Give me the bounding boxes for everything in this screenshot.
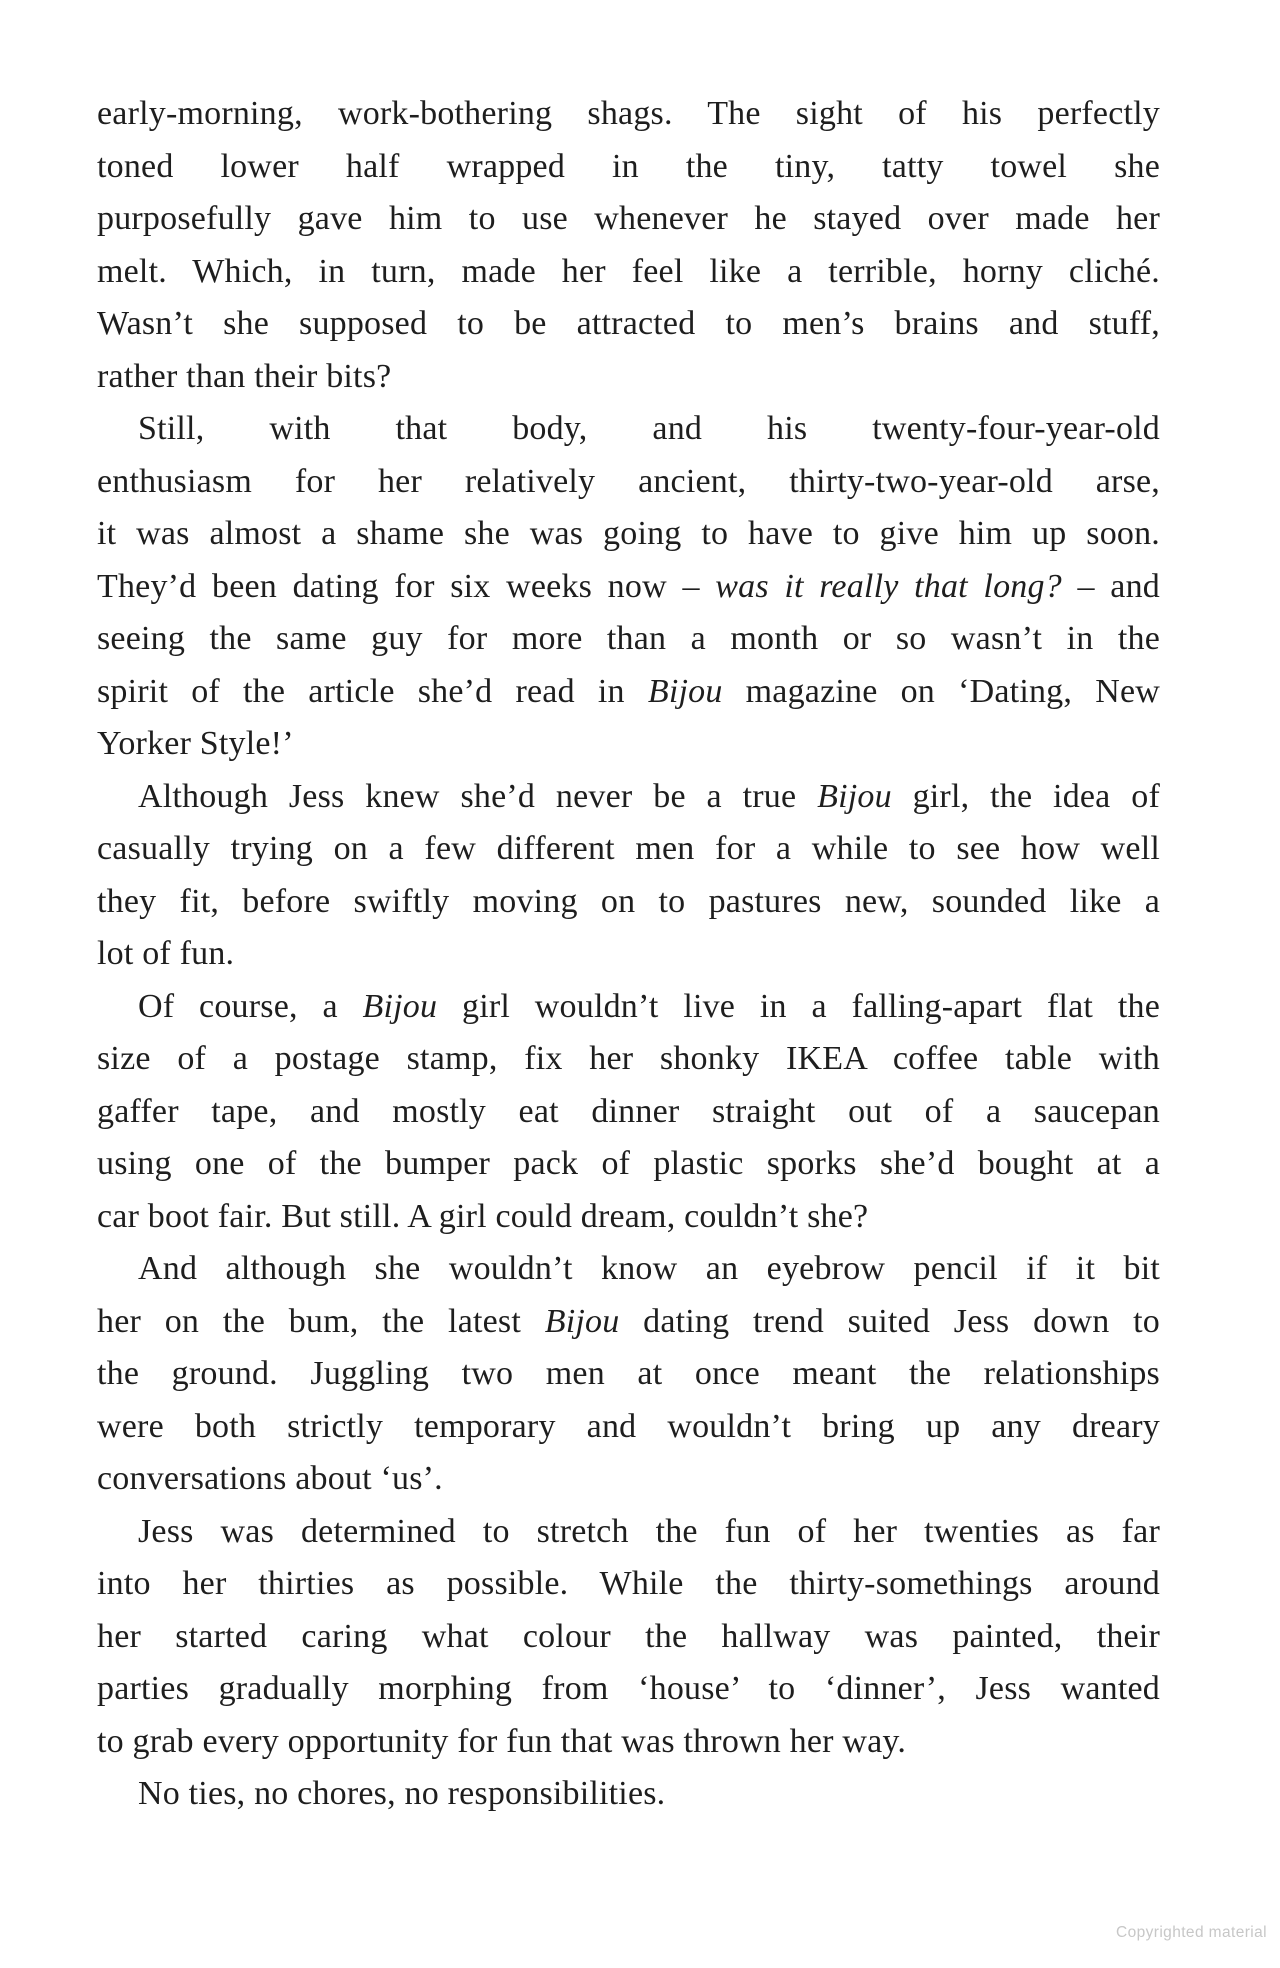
- text-line: [97, 246, 1160, 299]
- italic-text-segment: Bijou: [817, 777, 892, 815]
- text-segment: casually trying on a few different men for a while to see how well: [97, 830, 1160, 867]
- text-segment: toned lower half wrapped in the tiny, tatty towel she: [97, 147, 1160, 185]
- text-segment: They’d been dating for six weeks now –: [97, 567, 716, 605]
- text-segment: girl wouldn’t live in a falling-apart flat the: [437, 987, 1160, 1025]
- text-line: [97, 1243, 1160, 1296]
- text-segment: seeing the same guy for more than a month or so wasn’t in the: [97, 620, 1160, 657]
- text-segment: enthusiasm for her relatively ancient, thirty-two-year-old arse,: [97, 462, 1160, 500]
- text-segment: Jess was determined to stretch the fun of her twenties as far: [138, 1512, 1160, 1550]
- text-segment: purposefully gave him to use whenever he stayed over made her: [97, 200, 1160, 237]
- text-line: [97, 1716, 1160, 1769]
- text-line: [97, 823, 1160, 876]
- italic-text-segment: was it really that long?: [715, 567, 1062, 605]
- text-segment: size of a postage stamp, fix her shonky IKEA coffee table with: [97, 1040, 1160, 1077]
- text-segment: – and: [1061, 567, 1160, 605]
- text-segment: the ground. Juggling two men at once meant the relationships: [97, 1355, 1160, 1392]
- text-segment: melt. Which, in turn, made her feel like a terrible, horny cliché.: [97, 252, 1160, 290]
- text-line: [97, 1138, 1160, 1191]
- text-segment: to grab every opportunity for fun that was thrown her way.: [97, 1722, 907, 1760]
- text-line: [97, 771, 1160, 824]
- text-segment: early-morning, work-bothering shags. The sight of his perfectly: [97, 95, 1160, 132]
- text-line: [97, 1086, 1160, 1139]
- text-segment: her on the bum, the latest: [97, 1302, 545, 1340]
- text-segment: magazine on ‘Dating, New: [722, 672, 1160, 710]
- text-line: [97, 718, 1160, 771]
- copyright-watermark: Copyrighted material: [1115, 1924, 1267, 1941]
- text-segment: car boot fair. But still. A girl could dream, couldn’t she?: [97, 1197, 869, 1235]
- text-line: [97, 88, 1160, 141]
- text-line: [97, 1296, 1160, 1349]
- text-line: [97, 1663, 1160, 1716]
- text-line: [97, 1033, 1160, 1086]
- text-line: [97, 928, 1160, 981]
- text-line: [97, 508, 1160, 561]
- text-segment: using one of the bumper pack of plastic sporks she’d bought at a: [97, 1145, 1160, 1182]
- italic-text-segment: Bijou: [544, 1302, 620, 1340]
- text-line: [97, 1401, 1160, 1454]
- text-segment: they fit, before swiftly moving on to pastures new, sounded like a: [97, 882, 1160, 920]
- text-line: [97, 1506, 1160, 1559]
- text-line: [97, 613, 1160, 666]
- text-line: [97, 561, 1160, 614]
- text-line: [97, 666, 1160, 719]
- text-segment: spirit of the article she’d read in: [97, 672, 648, 710]
- text-segment: Yorker Style!’: [97, 725, 294, 762]
- text-line: [97, 1453, 1160, 1506]
- text-segment: lot of fun.: [97, 935, 235, 972]
- text-segment: Although Jess knew she’d never be a true: [138, 777, 818, 815]
- text-line: [97, 403, 1160, 456]
- text-segment: No ties, no chores, no responsibilities.: [138, 1775, 666, 1812]
- text-line: [97, 981, 1160, 1034]
- text-segment: Wasn’t she supposed to be attracted to men’s brains and stuff,: [97, 305, 1160, 342]
- text-line: [97, 876, 1160, 929]
- text-line: [97, 456, 1160, 509]
- text-segment: girl, the idea of: [891, 777, 1161, 815]
- text-segment: her started caring what colour the hallway was painted, their: [97, 1617, 1160, 1655]
- text-segment: into her thirties as possible. While the thirty-somethings around: [97, 1565, 1160, 1602]
- text-segment: rather than their bits?: [97, 357, 392, 395]
- text-column: [97, 88, 1160, 1821]
- text-segment: dating trend suited Jess down to: [619, 1302, 1160, 1340]
- text-segment: parties gradually morphing from ‘house’ to ‘dinner’, Jess wanted: [97, 1670, 1160, 1707]
- text-line: [97, 1348, 1160, 1401]
- text-segment: it was almost a shame she was going to have to give him up soon.: [97, 515, 1160, 552]
- text-line: [97, 1611, 1160, 1664]
- text-line: [97, 1191, 1160, 1244]
- text-line: [97, 351, 1160, 404]
- text-line: [97, 1768, 1160, 1821]
- text-line: [97, 1558, 1160, 1611]
- text-segment: were both strictly temporary and wouldn’t bring up any dreary: [97, 1407, 1160, 1445]
- italic-text-segment: Bijou: [647, 672, 723, 710]
- text-segment: Still, with that body, and his twenty-four-year-old: [138, 410, 1160, 447]
- italic-text-segment: Bijou: [362, 987, 438, 1025]
- text-segment: gaffer tape, and mostly eat dinner straight out of a saucepan: [97, 1092, 1160, 1130]
- text-line: [97, 193, 1160, 246]
- text-segment: Of course, a: [138, 987, 363, 1025]
- text-line: [97, 141, 1160, 194]
- text-segment: And although she wouldn’t know an eyebrow pencil if it bit: [138, 1250, 1160, 1287]
- text-line: [97, 298, 1160, 351]
- text-segment: conversations about ‘us’.: [97, 1460, 443, 1497]
